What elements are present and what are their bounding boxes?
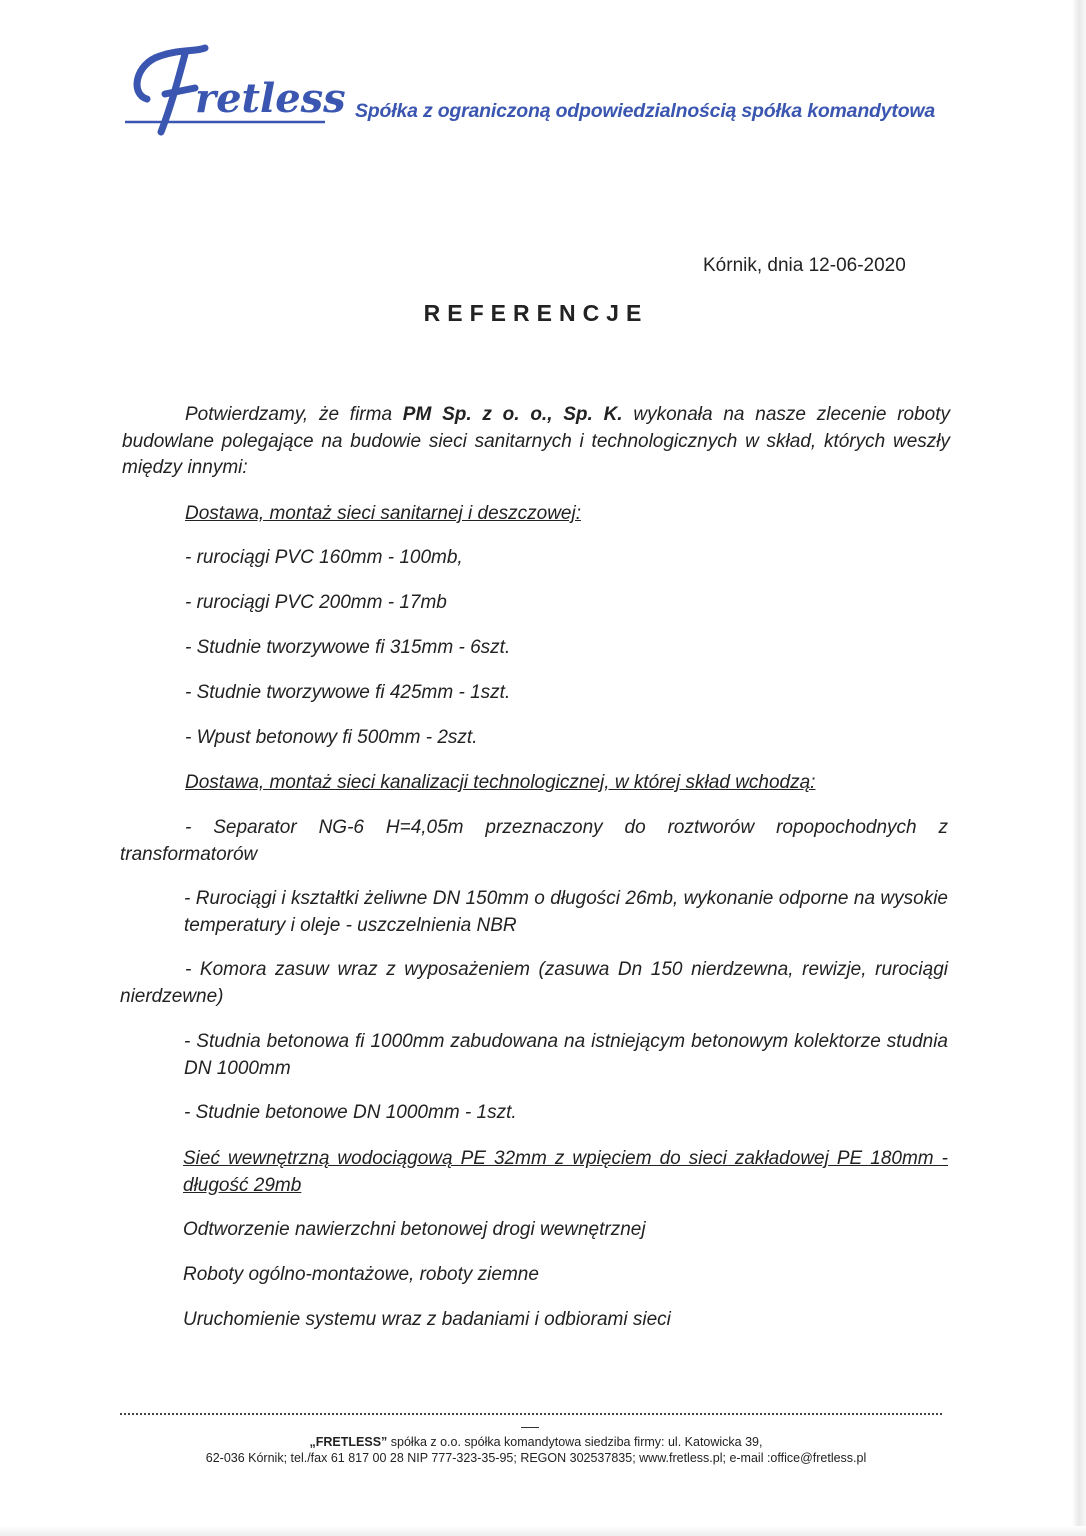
list-item: - Studnie tworzywowe fi 425mm - 1szt.	[185, 682, 511, 703]
list-item: Roboty ogólno-montażowe, roboty ziemne	[183, 1264, 539, 1285]
list-item: - Studnia betonowa fi 1000mm zabudowana na istniejącym betonowym kolektorze studnia DN 1000mm	[184, 1031, 948, 1079]
document-date: Kórnik, dnia 12-06-2020	[703, 255, 906, 276]
section2-heading: Dostawa, montaż sieci kanalizacji technologicznej, w której skład wchodzą:	[185, 772, 816, 793]
fretless-logo	[125, 44, 346, 134]
list-item: - Rurociągi i kształtki żeliwne DN 150mm o długości 26mb, wykonanie odporne na wysokie temperatury i oleje - uszczelnienia NBR	[184, 888, 948, 936]
list-item: - Studnie tworzywowe fi 315mm - 6szt.	[185, 637, 511, 658]
section1-heading: Dostawa, montaż sieci sanitarnej i deszczowej:	[185, 503, 582, 524]
section3-heading: Sieć wewnętrzną wodociągową PE 32mm z wpięciem do sieci zakładowej PE 180mm - długość 29mb	[183, 1148, 948, 1196]
document-title: REFERENCJE	[423, 300, 649, 326]
footer	[0, 1434, 1072, 1466]
intro-text: Potwierdzamy, że firma	[185, 404, 403, 425]
intro-text-rest: wykonała na nasze zlecenie roboty budowlane polegające na budowie sieci sanitarnych i technologicznych w skład, których weszły między innymi:	[122, 404, 951, 478]
list-item: - Komora zasuw wraz z wyposażeniem (zasuwa Dn 150 nierdzewna, rewizje, rurociągi nierdzewne)	[120, 959, 948, 1007]
footer-line-2: 62-036 Kórnik; tel./fax 61 817 00 28 NIP 777-323-35-95; REGON 302537835; www.fretless.pl; e-mail :office@fretless.pl	[205, 1451, 867, 1465]
list-item: - rurociągi PVC 200mm - 17mb	[185, 592, 447, 613]
footer-line-1	[0, 1434, 1072, 1450]
scan-edge	[1072, 0, 1086, 1536]
intro-paragraph	[122, 402, 950, 482]
list-item: - rurociągi PVC 160mm - 100mb,	[185, 547, 463, 568]
list-item: - Studnie betonowe DN 1000mm - 1szt.	[184, 1102, 517, 1123]
list-item: Uruchomienie systemu wraz z badaniami i odbiorami sieci	[183, 1309, 671, 1330]
footer-dash	[521, 1427, 539, 1428]
list-item: - Separator NG-6 H=4,05m przeznaczony do roztworów ropopochodnych z transformatorów	[120, 817, 948, 865]
logo-text: retless	[195, 75, 346, 122]
footer-company: „FRETLESS”	[309, 1435, 388, 1449]
company-name: PM Sp. z o. o., Sp. K.	[402, 404, 623, 425]
scan-bottom-edge	[0, 1526, 1086, 1536]
company-tagline: Spółka z ograniczoną odpowiedzialnością spółka komandytowa	[355, 100, 936, 122]
footer-address: spółka z o.o. spółka komandytowa siedziba firmy: ul. Katowicka 39,	[387, 1435, 763, 1449]
footer-divider	[120, 1413, 942, 1415]
list-item: Odtworzenie nawierzchni betonowej drogi wewnętrznej	[183, 1219, 646, 1240]
list-item: - Wpust betonowy fi 500mm - 2szt.	[185, 727, 478, 748]
